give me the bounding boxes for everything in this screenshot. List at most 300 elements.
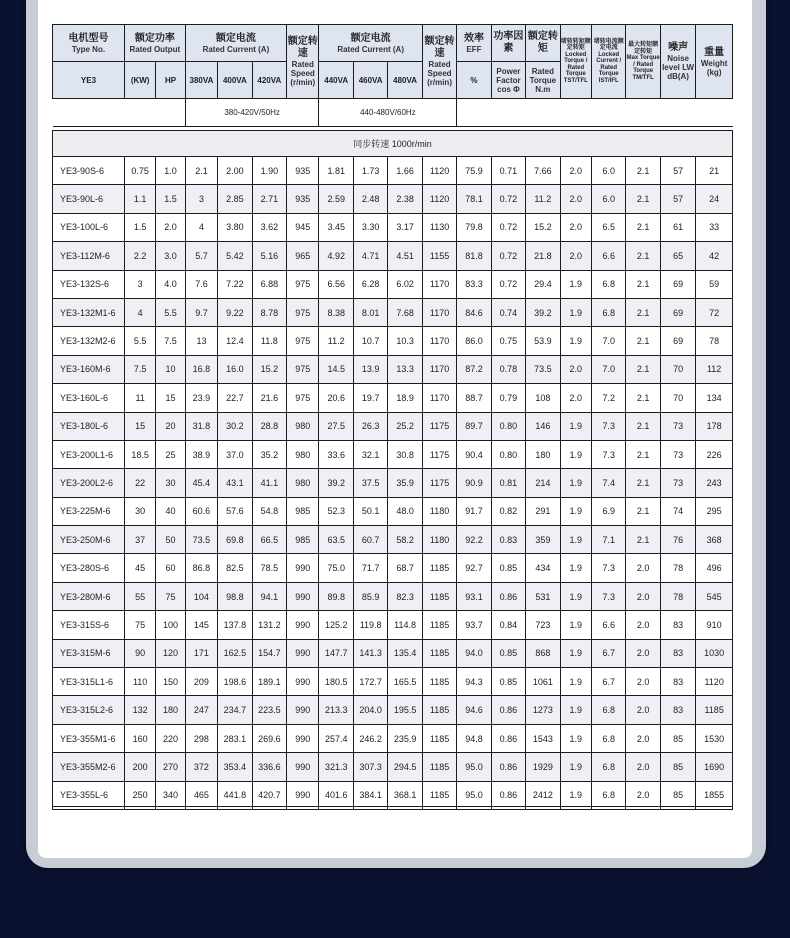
value-cell: 70 [660,355,695,383]
value-cell: 39.2 [526,298,560,326]
value-cell: 134 [696,384,733,412]
value-cell: 6.88 [252,270,286,298]
value-cell: 189.1 [252,668,286,696]
spec-rows [53,157,733,810]
value-cell: 33.6 [319,440,353,468]
value-cell: 990 [287,724,319,752]
value-cell: 2.1 [626,412,660,440]
value-cell: 11.8 [252,327,286,355]
value-cell: 53.9 [526,327,560,355]
value-cell: 980 [287,440,319,468]
value-cell: 2.1 [626,440,660,468]
value-cell: 2.0 [626,781,660,809]
value-cell: 6.8 [591,781,625,809]
value-cell: 7.0 [591,327,625,355]
value-cell: 94.1 [252,582,286,610]
value-cell: 11.2 [319,327,353,355]
value-cell: 85 [660,724,695,752]
value-cell: 85 [660,753,695,781]
value-cell: 0.86 [491,696,525,724]
model-cell: YE3-355M1-6 [53,724,125,752]
col-speed-50-header: 额定转速 Rated Speed (r/min) [287,25,319,99]
model-cell: YE3-132M1-6 [53,298,125,326]
value-cell: 114.8 [388,611,422,639]
value-cell: 0.72 [491,270,525,298]
value-cell: 2.1 [626,157,660,185]
value-cell: 8.78 [252,298,286,326]
value-cell: 135.4 [388,639,422,667]
value-cell: 0.81 [491,469,525,497]
value-cell: 945 [287,213,319,241]
value-cell: 7.3 [591,440,625,468]
value-cell: 7.68 [388,298,422,326]
value-cell: 0.72 [491,185,525,213]
value-cell: 108 [526,384,560,412]
value-cell: 43.1 [218,469,252,497]
table-row [53,185,733,213]
value-cell: 7.22 [218,270,252,298]
model-sub-header: YE3 [53,62,125,99]
value-cell: 57 [660,157,695,185]
value-cell: 11.2 [526,185,560,213]
value-cell: 6.7 [591,668,625,696]
value-cell: 910 [696,611,733,639]
value-cell: 223.5 [252,696,286,724]
value-cell: 1180 [422,526,456,554]
value-cell: 54.8 [252,497,286,525]
value-cell: 104 [185,582,217,610]
col-current-50-header: 额定电流 Rated Current (A) [185,25,286,62]
value-cell: 2.0 [626,724,660,752]
value-cell: 213.3 [319,696,353,724]
value-cell: 283.1 [218,724,252,752]
value-cell: 0.83 [491,526,525,554]
value-cell: 545 [696,582,733,610]
value-cell: 6.56 [319,270,353,298]
model-cell: YE3-132S-6 [53,270,125,298]
table-row [53,668,733,696]
value-cell: 35.2 [252,440,286,468]
value-cell: 2412 [526,781,560,809]
value-cell: 95.0 [457,781,491,809]
value-cell: 4 [185,213,217,241]
table-row [53,696,733,724]
value-cell: 2.0 [560,384,591,412]
value-cell: 90 [124,639,155,667]
value-cell: 55 [124,582,155,610]
value-cell: 226 [696,440,733,468]
value-cell: 2.0 [560,242,591,270]
current-460-header: 460VA [353,62,387,99]
value-cell: 73 [660,412,695,440]
value-cell: 1155 [422,242,456,270]
value-cell: 60 [156,554,185,582]
value-cell: 42 [696,242,733,270]
value-cell: 90.9 [457,469,491,497]
value-cell: 1185 [422,696,456,724]
value-cell: 7.2 [591,384,625,412]
value-cell: 83 [660,696,695,724]
value-cell: 2.0 [626,753,660,781]
value-cell: 1130 [422,213,456,241]
model-cell: YE3-355M2-6 [53,753,125,781]
value-cell: 1185 [422,724,456,752]
value-cell: 63.5 [319,526,353,554]
value-cell: 975 [287,270,319,298]
hp-header: HP [156,62,185,99]
table-row [53,412,733,440]
value-cell: 434 [526,554,560,582]
col-eff-header: 效率 EFF [457,25,491,62]
value-cell: 82.3 [388,582,422,610]
value-cell: 220 [156,724,185,752]
value-cell: 60.7 [353,526,387,554]
current-480-header: 480VA [388,62,422,99]
value-cell: 2.1 [626,327,660,355]
value-cell: 2.1 [626,384,660,412]
value-cell: 180 [156,696,185,724]
value-cell: 1.9 [560,781,591,809]
value-cell: 72 [696,298,733,326]
value-cell: 990 [287,611,319,639]
value-cell: 985 [287,497,319,525]
value-cell: 235.9 [388,724,422,752]
value-cell: 88.7 [457,384,491,412]
value-cell: 1.9 [560,696,591,724]
table-row [53,753,733,781]
value-cell: 2.85 [218,185,252,213]
value-cell: 1170 [422,355,456,383]
value-cell: 3.62 [252,213,286,241]
value-cell: 131.2 [252,611,286,639]
current-440-header: 440VA [319,62,353,99]
model-cell: YE3-280S-6 [53,554,125,582]
value-cell: 2.1 [626,497,660,525]
value-cell: 2.1 [185,157,217,185]
value-cell: 257.4 [319,724,353,752]
value-cell: 19.7 [353,384,387,412]
value-cell: 420.7 [252,781,286,809]
value-cell: 89.7 [457,412,491,440]
value-cell: 5.5 [124,327,155,355]
value-cell: 2.59 [319,185,353,213]
col-power-header: 额定功率 Rated Output [124,25,185,62]
value-cell: 0.86 [491,781,525,809]
model-cell: YE3-250M-6 [53,526,125,554]
value-cell: 92.2 [457,526,491,554]
value-cell: 291 [526,497,560,525]
value-cell: 7.3 [591,554,625,582]
value-cell: 83.3 [457,270,491,298]
value-cell: 69 [660,298,695,326]
value-cell: 50.1 [353,497,387,525]
value-cell: 30 [156,469,185,497]
col-noise-header: 噪声 Noise level LW dB(A) [660,25,695,99]
value-cell: 247 [185,696,217,724]
value-cell: 6.9 [591,497,625,525]
value-cell: 5.16 [252,242,286,270]
value-cell: 1690 [696,753,733,781]
value-cell: 0.79 [491,384,525,412]
value-cell: 1.1 [124,185,155,213]
value-cell: 1929 [526,753,560,781]
value-cell: 18.5 [124,440,155,468]
value-cell: 246.2 [353,724,387,752]
value-cell: 1.9 [560,270,591,298]
value-cell: 2.1 [626,469,660,497]
value-cell: 154.7 [252,639,286,667]
value-cell: 1185 [422,611,456,639]
value-cell: 70 [660,384,695,412]
value-cell: 368 [696,526,733,554]
value-cell: 990 [287,781,319,809]
col-pf-header: 功率因素 [491,25,525,62]
table-row [53,582,733,610]
value-cell: 204.0 [353,696,387,724]
table-row [53,469,733,497]
table-row [53,639,733,667]
value-cell: 250 [124,781,155,809]
table-row [53,611,733,639]
value-cell: 2.48 [353,185,387,213]
value-cell: 8.01 [353,298,387,326]
value-cell: 4.71 [353,242,387,270]
value-cell: 20 [156,412,185,440]
value-cell: 180 [526,440,560,468]
value-cell: 1.0 [156,157,185,185]
value-cell: 6.8 [591,298,625,326]
value-cell: 2.0 [560,213,591,241]
value-cell: 28.8 [252,412,286,440]
value-cell: 83 [660,639,695,667]
value-cell: 82.5 [218,554,252,582]
table-row [53,213,733,241]
value-cell: 172.7 [353,668,387,696]
value-cell: 25 [156,440,185,468]
value-cell: 0.86 [491,582,525,610]
value-cell: 1.9 [560,440,591,468]
value-cell: 10.7 [353,327,387,355]
value-cell: 1170 [422,298,456,326]
value-cell: 21.8 [526,242,560,270]
value-cell: 145 [185,611,217,639]
model-cell: YE3-355L-6 [53,781,125,809]
value-cell: 38.9 [185,440,217,468]
value-cell: 1.9 [560,639,591,667]
value-cell: 1120 [696,668,733,696]
value-cell: 1.90 [252,157,286,185]
table-row [53,440,733,468]
voltage-60-label: 440-480V/60Hz [319,99,457,127]
value-cell: 3.80 [218,213,252,241]
value-cell: 3 [185,185,217,213]
value-cell: 384.1 [353,781,387,809]
value-cell: 2.00 [218,157,252,185]
value-cell: 37.0 [218,440,252,468]
value-cell: 7.1 [591,526,625,554]
value-cell: 2.0 [626,554,660,582]
model-cell: YE3-180L-6 [53,412,125,440]
value-cell: 0.71 [491,157,525,185]
value-cell: 75 [156,582,185,610]
value-cell: 200 [124,753,155,781]
value-cell: 531 [526,582,560,610]
value-cell: 68.7 [388,554,422,582]
value-cell: 45 [124,554,155,582]
value-cell: 100 [156,611,185,639]
value-cell: 2.1 [626,270,660,298]
value-cell: 2.71 [252,185,286,213]
value-cell: 1273 [526,696,560,724]
value-cell: 935 [287,185,319,213]
value-cell: 20.6 [319,384,353,412]
value-cell: 2.0 [626,696,660,724]
value-cell: 94.0 [457,639,491,667]
value-cell: 5.5 [156,298,185,326]
value-cell: 234.7 [218,696,252,724]
value-cell: 1.9 [560,582,591,610]
value-cell: 78.5 [252,554,286,582]
value-cell: 165.5 [388,668,422,696]
value-cell: 35.9 [388,469,422,497]
value-cell: 73.5 [185,526,217,554]
value-cell: 372 [185,753,217,781]
col-max-torque-header: 最大转矩额定转矩 Max Torque / Rated Torque TM/TFL [626,25,660,99]
model-cell: YE3-90L-6 [53,185,125,213]
value-cell: 1030 [696,639,733,667]
value-cell: 401.6 [319,781,353,809]
value-cell: 0.74 [491,298,525,326]
model-cell: YE3-112M-6 [53,242,125,270]
value-cell: 37 [124,526,155,554]
value-cell: 30.8 [388,440,422,468]
model-cell: YE3-280M-6 [53,582,125,610]
model-cell: YE3-100L-6 [53,213,125,241]
value-cell: 0.75 [124,157,155,185]
value-cell: 40 [156,497,185,525]
value-cell: 1.9 [560,611,591,639]
table-row [53,384,733,412]
value-cell: 48.0 [388,497,422,525]
value-cell: 3 [124,270,155,298]
volt-blank-right [457,99,733,127]
value-cell: 15 [156,384,185,412]
value-cell: 73.5 [526,355,560,383]
value-cell: 1.9 [560,668,591,696]
value-cell: 990 [287,554,319,582]
value-cell: 1.9 [560,412,591,440]
value-cell: 93.1 [457,582,491,610]
value-cell: 66.5 [252,526,286,554]
value-cell: 0.84 [491,611,525,639]
value-cell: 298 [185,724,217,752]
value-cell: 2.1 [626,355,660,383]
value-cell: 78 [660,554,695,582]
value-cell: 85.9 [353,582,387,610]
value-cell: 1120 [422,157,456,185]
value-cell: 1185 [422,668,456,696]
value-cell: 69 [660,327,695,355]
value-cell: 1.9 [560,753,591,781]
value-cell: 1170 [422,327,456,355]
value-cell: 1855 [696,781,733,809]
value-cell: 4.51 [388,242,422,270]
value-cell: 13.3 [388,355,422,383]
value-cell: 975 [287,298,319,326]
col-current-60-header: 额定电流 Rated Current (A) [319,25,422,62]
col-speed-60-header: 额定转速 Rated Speed (r/min) [422,25,456,99]
value-cell: 1.81 [319,157,353,185]
value-cell: 1.9 [560,298,591,326]
value-cell: 7.6 [185,270,217,298]
value-cell: 41.1 [252,469,286,497]
value-cell: 45.4 [185,469,217,497]
value-cell: 1543 [526,724,560,752]
value-cell: 9.22 [218,298,252,326]
table-bottom-line [52,806,733,807]
value-cell: 73 [660,469,695,497]
value-cell: 15.2 [252,355,286,383]
value-cell: 83 [660,668,695,696]
value-cell: 1.73 [353,157,387,185]
model-cell: YE3-315S-6 [53,611,125,639]
current-380-header: 380VA [185,62,217,99]
value-cell: 1180 [422,497,456,525]
value-cell: 2.1 [626,185,660,213]
value-cell: 1.9 [560,724,591,752]
value-cell: 209 [185,668,217,696]
value-cell: 6.6 [591,242,625,270]
value-cell: 868 [526,639,560,667]
value-cell: 2.0 [626,611,660,639]
value-cell: 1530 [696,724,733,752]
value-cell: 1061 [526,668,560,696]
pf-sub-header: Power Factor cos Φ [491,62,525,99]
value-cell: 84.6 [457,298,491,326]
value-cell: 3.17 [388,213,422,241]
value-cell: 75.9 [457,157,491,185]
value-cell: 146 [526,412,560,440]
value-cell: 78.1 [457,185,491,213]
value-cell: 294.5 [388,753,422,781]
value-cell: 2.0 [560,185,591,213]
value-cell: 270 [156,753,185,781]
value-cell: 87.2 [457,355,491,383]
value-cell: 150 [156,668,185,696]
value-cell: 15 [124,412,155,440]
value-cell: 92.7 [457,554,491,582]
value-cell: 2.1 [626,213,660,241]
value-cell: 9.7 [185,298,217,326]
value-cell: 975 [287,327,319,355]
value-cell: 22 [124,469,155,497]
value-cell: 52.3 [319,497,353,525]
model-cell: YE3-90S-6 [53,157,125,185]
value-cell: 57 [660,185,695,213]
value-cell: 93.7 [457,611,491,639]
value-cell: 1170 [422,384,456,412]
value-cell: 1120 [422,185,456,213]
table-row [53,327,733,355]
value-cell: 2.0 [560,355,591,383]
value-cell: 723 [526,611,560,639]
table-row [53,242,733,270]
value-cell: 30.2 [218,412,252,440]
value-cell: 1.66 [388,157,422,185]
value-cell: 78 [696,327,733,355]
table-row [53,526,733,554]
value-cell: 10.3 [388,327,422,355]
